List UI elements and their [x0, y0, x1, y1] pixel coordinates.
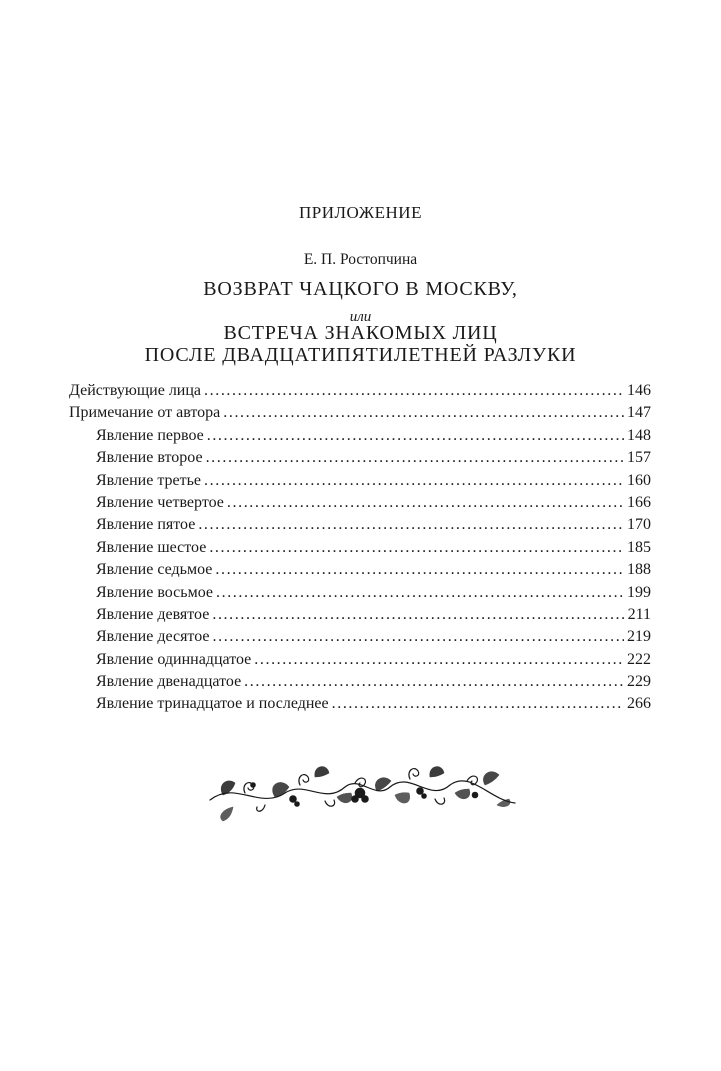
- toc-entry-label: Действующие лица: [69, 382, 202, 399]
- toc-entry[interactable]: [69, 693, 651, 715]
- toc-dot-leader: [204, 470, 624, 492]
- toc-entry[interactable]: [69, 582, 651, 604]
- toc-entry-label: Явление двенадцатое: [96, 673, 242, 691]
- toc-entry-label: Явление восьмое: [96, 583, 213, 601]
- toc-entry[interactable]: [69, 626, 651, 648]
- toc-dot-leader: [209, 537, 624, 559]
- toc-entry-label: Явление четвертое: [96, 493, 224, 511]
- toc-dot-leader: [254, 649, 624, 671]
- toc-page-number: 166: [627, 493, 651, 511]
- toc-entry[interactable]: [69, 492, 651, 514]
- toc-entry-label: Явление второе: [96, 449, 203, 467]
- toc-dot-leader: [207, 425, 624, 447]
- toc-entry-label: Явление девятое: [96, 605, 210, 623]
- toc-page-number: 146: [627, 382, 651, 399]
- toc-dot-leader: [215, 559, 624, 581]
- toc-entry-label: Явление одиннадцатое: [96, 650, 252, 668]
- author-name: Е. П. Ростопчина: [303, 251, 418, 268]
- toc-dot-leader: [244, 671, 624, 693]
- toc-entry-label: Примечание от автора: [69, 404, 221, 422]
- toc-dot-leader: [216, 582, 624, 604]
- toc-page-number: 157: [627, 449, 651, 467]
- toc-page-number: 266: [627, 695, 651, 713]
- play-title-connector: или: [349, 309, 372, 325]
- toc-dot-leader: [227, 492, 624, 514]
- toc-page-number: 219: [627, 628, 651, 646]
- toc-page-number: 185: [627, 538, 651, 556]
- toc-entry[interactable]: [69, 402, 651, 424]
- toc-entry[interactable]: [69, 604, 651, 626]
- toc-dot-leader: [223, 402, 624, 424]
- toc-entry[interactable]: [69, 649, 651, 671]
- toc-page-number: 170: [627, 516, 651, 534]
- section-heading: ПРИЛОЖЕНИЕ: [299, 203, 422, 222]
- toc-entry[interactable]: [69, 470, 651, 492]
- toc-entry-label: Явление первое: [96, 426, 204, 444]
- toc-entry[interactable]: [69, 559, 651, 581]
- toc-entry[interactable]: [69, 514, 651, 536]
- toc-entry[interactable]: [69, 671, 651, 693]
- toc-entry[interactable]: [69, 425, 651, 447]
- toc-entry[interactable]: [69, 537, 651, 559]
- vine-ornament-icon: [205, 755, 520, 823]
- table-of-contents: [69, 380, 651, 716]
- toc-entry-label: Явление третье: [96, 471, 202, 489]
- toc-entry[interactable]: [69, 380, 651, 402]
- toc-page-number: 148: [627, 426, 651, 444]
- toc-dot-leader: [213, 626, 624, 648]
- toc-page-number: 222: [627, 650, 651, 668]
- toc-dot-leader: [332, 693, 624, 715]
- play-title-line-3: ПОСЛЕ ДВАДЦАТИПЯТИЛЕТНЕЙ РАЗЛУКИ: [144, 344, 577, 366]
- toc-page-number: 147: [627, 404, 651, 422]
- toc-page-number: 229: [627, 673, 651, 691]
- toc-entry-label: Явление шестое: [96, 538, 207, 556]
- toc-page-number: 160: [627, 471, 651, 489]
- toc-dot-leader: [204, 380, 624, 402]
- toc-entry[interactable]: [69, 447, 651, 469]
- toc-dot-leader: [198, 514, 624, 536]
- toc-page-number: 199: [627, 583, 651, 601]
- toc-page-number: 211: [627, 605, 651, 623]
- toc-dot-leader: [206, 447, 624, 469]
- toc-entry-label: Явление тринадцатое и последнее: [96, 695, 329, 713]
- toc-entry-label: Явление десятое: [96, 628, 210, 646]
- play-title-line-2: ВСТРЕЧА ЗНАКОМЫХ ЛИЦ: [223, 322, 498, 344]
- toc-page-number: 188: [627, 561, 651, 579]
- toc-entry-label: Явление пятое: [96, 516, 196, 534]
- toc-dot-leader: [212, 604, 624, 626]
- toc-entry-label: Явление седьмое: [96, 561, 213, 579]
- play-title-line-1: ВОЗВРАТ ЧАЦКОГО В МОСКВУ,: [203, 278, 518, 300]
